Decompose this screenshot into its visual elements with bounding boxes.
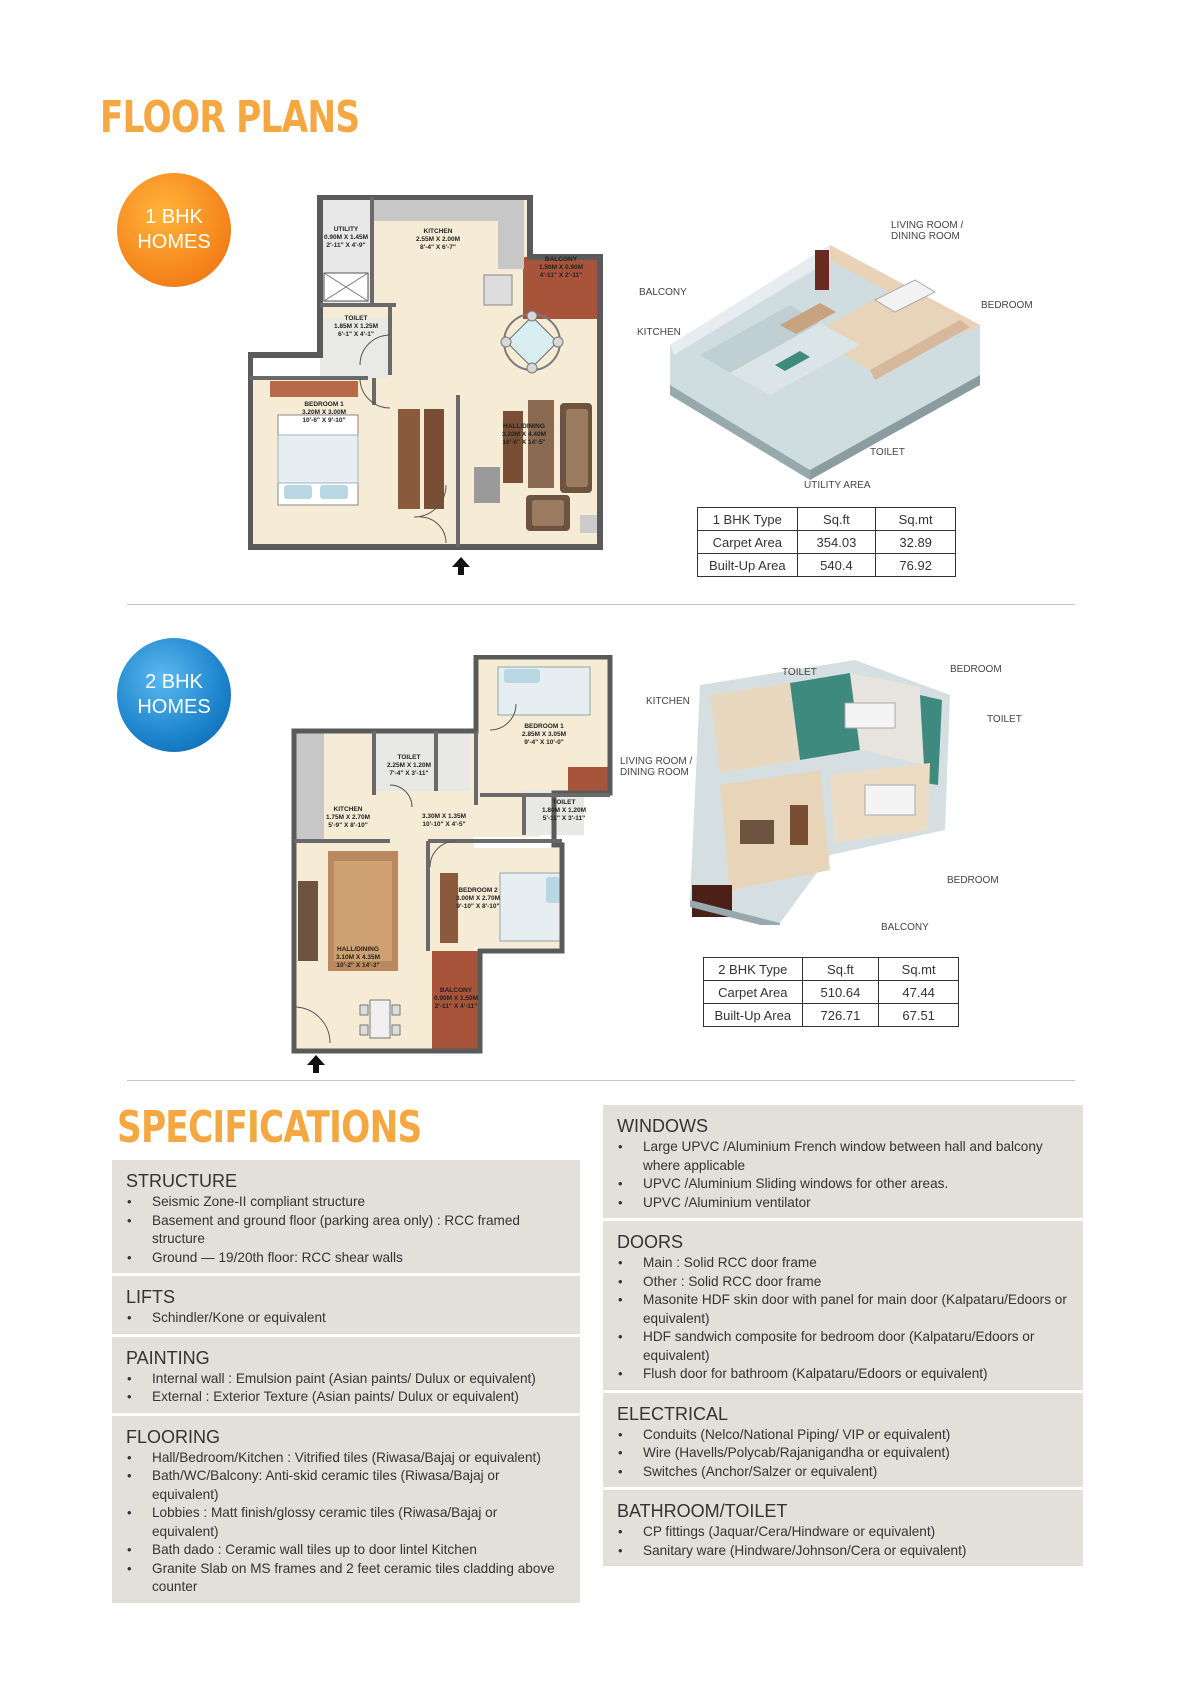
specs-left-column (112, 1160, 580, 1606)
list-item: • Basement and ground floor (parking area only) : RCC framed structure (126, 1212, 566, 1249)
spec-section-structure (112, 1160, 580, 1273)
section-divider (127, 1080, 1075, 1081)
entry-arrow-icon (307, 1055, 325, 1073)
bhk1-iso-utility-label: UTILITY AREA (804, 480, 871, 491)
spec-title: PAINTING (126, 1347, 210, 1368)
list-item: • Bath/WC/Balcony: Anti-skid ceramic tiles (Riwasa/Bajaj or equivalent) (126, 1467, 566, 1504)
bhk1-badge-line2: HOMES (137, 231, 211, 253)
bhk1-badge (117, 173, 231, 287)
bhk1-plan-hall-ft: 10'-6" X 14'-5" (502, 439, 546, 446)
list-item: • Switches (Anchor/Salzer or equivalent) (617, 1463, 1069, 1482)
table-row (704, 1004, 959, 1027)
bhk1-floor-plan (248, 195, 610, 577)
section-divider (127, 604, 1075, 605)
table-row (698, 531, 956, 554)
list-item: • Schindler/Kone or equivalent (126, 1309, 566, 1328)
bhk1-iso-dining-label: DINING ROOM (891, 231, 960, 242)
bhk1-iso-living-label: LIVING ROOM / (891, 220, 964, 231)
bhk2-plan-kitchen-label: KITCHEN (333, 806, 363, 813)
list-item: • HDF sandwich composite for bedroom door (Kalpataru/Edoors or equivalent) (617, 1328, 1069, 1365)
bhk2-plan-kitchen-m: 1.75M X 2.70M (325, 814, 371, 821)
list-item: • Main : Solid RCC door frame (617, 1254, 1069, 1273)
list-item: • Ground — 19/20th floor: RCC shear walls (126, 1249, 566, 1268)
bhk2-iso-balcony-label: BALCONY (881, 922, 929, 933)
table-cell: 47.44 (879, 981, 959, 1004)
bhk1-plan-utility-ft: 2'-11" X 4'-9" (326, 242, 366, 249)
table-cell: Built-Up Area (704, 1004, 803, 1027)
bhk2-iso-bedroom-top-label: BEDROOM (950, 664, 1002, 675)
bhk2-plan-toilet2-m: 1.80M X 1.20M (541, 807, 587, 814)
floor-plans-title: FLOOR PLANS (100, 92, 360, 143)
table-header-cell: Sq.mt (879, 958, 959, 981)
list-item: • Other : Solid RCC door frame (617, 1273, 1069, 1292)
list-item: • External : Exterior Texture (Asian paints/ Dulux or equivalent) (126, 1388, 566, 1407)
bhk2-iso-toilet-right-label: TOILET (987, 714, 1022, 725)
bhk1-plan-hall-label: HALL/DINING (503, 423, 545, 430)
table-row (704, 981, 959, 1004)
bhk2-plan-passage-ft: 10'-10" X 4'-5" (422, 821, 466, 828)
bhk2-plan-balcony-m: 0.90M X 1.50M (433, 995, 479, 1002)
list-item: • Flush door for bathroom (Kalpataru/Edoors or equivalent) (617, 1365, 1069, 1384)
bhk2-plan-toilet1-m: 2.25M X 1.20M (386, 762, 432, 769)
bhk2-plan-toilet1-label: TOILET (397, 754, 421, 761)
table-cell: 67.51 (879, 1004, 959, 1027)
table-row (704, 958, 959, 981)
bhk2-plan-balcony-ft: 2'-11" X 4'-11" (434, 1003, 478, 1010)
table-cell: Carpet Area (704, 981, 803, 1004)
bhk2-floor-plan (290, 655, 620, 1073)
table-cell: 76.92 (876, 554, 956, 577)
table-cell: 32.89 (876, 531, 956, 554)
table-header-cell: 2 BHK Type (704, 958, 803, 981)
bhk1-plan-bedroom-m: 3.20M X 3.00M (301, 409, 347, 416)
bhk2-isometric-view (680, 655, 970, 925)
bhk1-plan-kitchen-ft: 8'-4" X 6'-7" (420, 244, 456, 251)
bhk2-plan-toilet1-ft: 7'-4" X 3'-11" (389, 770, 429, 777)
bhk1-plan-balcony-label: BALCONY (544, 256, 578, 263)
specifications-title: SPECIFICATIONS (117, 1102, 422, 1153)
bhk2-badge-line1: 2 BHK (145, 671, 203, 693)
entry-arrow-icon (452, 557, 470, 575)
list-item: • UPVC /Aluminium ventilator (617, 1194, 1069, 1213)
list-item: • Seismic Zone-II compliant structure (126, 1193, 566, 1212)
bhk1-plan-kitchen-label: KITCHEN (423, 228, 453, 235)
bhk1-plan-balcony-m: 1.50M X 0.90M (538, 264, 584, 271)
bhk2-iso-living-label: LIVING ROOM / (620, 756, 693, 767)
bhk2-plan-toilet2-label: TOILET (552, 799, 576, 806)
bhk1-plan-toilet-ft: 6'-1" X 4'-1" (338, 331, 374, 338)
bhk2-plan-hall-m: 3.10M X 4.35M (335, 954, 381, 961)
bhk1-plan-balcony-ft: 4'-11" X 2'-11" (539, 272, 583, 279)
list-item: • Granite Slab on MS frames and 2 feet ceramic tiles cladding above counter (126, 1560, 566, 1597)
spec-title: ELECTRICAL (617, 1403, 729, 1424)
spec-section-doors (603, 1221, 1083, 1390)
table-cell: Carpet Area (698, 531, 798, 554)
list-item: • Internal wall : Emulsion paint (Asian paints/ Dulux or equivalent) (126, 1370, 566, 1389)
list-item: • CP fittings (Jaquar/Cera/Hindware or equivalent) (617, 1523, 1069, 1542)
spec-section-flooring (112, 1416, 580, 1603)
table-header-cell: Sq.mt (876, 508, 956, 531)
bhk1-plan-utility-label: UTILITY (333, 226, 359, 233)
list-item: • Bath dado : Ceramic wall tiles up to door lintel Kitchen (126, 1541, 566, 1560)
table-header-cell: Sq.ft (802, 958, 879, 981)
spec-title: WINDOWS (617, 1116, 708, 1136)
specs-right-column (603, 1105, 1083, 1569)
bhk2-plan-bedroom2-label: BEDROOM 2 (458, 887, 498, 894)
bhk1-plan-kitchen-m: 2.55M X 2.00M (415, 236, 461, 243)
bhk2-plan-hall-ft: 10'-2" X 14'-3" (336, 962, 380, 969)
bhk1-plan-toilet-m: 1.85M X 1.25M (333, 323, 379, 330)
list-item: • Hall/Bedroom/Kitchen : Vitrified tiles (Riwasa/Bajaj or equivalent) (126, 1449, 566, 1468)
bhk2-badge-line2: HOMES (137, 696, 211, 718)
bhk1-isometric-view (660, 215, 990, 480)
bhk2-plan-toilet2-ft: 5'-11" X 3'-11" (542, 815, 586, 822)
spec-title: STRUCTURE (126, 1171, 237, 1191)
bhk1-plan-bedroom-label: BEDROOM 1 (304, 401, 344, 408)
table-cell: 510.64 (802, 981, 879, 1004)
bhk1-iso-balcony-label: BALCONY (639, 287, 687, 298)
bhk2-badge (117, 638, 231, 752)
spec-title: BATHROOM/TOILET (617, 1501, 788, 1521)
bhk2-iso-kitchen-label: KITCHEN (646, 696, 690, 707)
spec-section-windows (603, 1105, 1083, 1218)
bhk2-plan-bedroom2-ft: 9'-10" X 8'-10" (456, 903, 500, 910)
bhk2-plan-balcony-label: BALCONY (439, 987, 473, 994)
spec-title: LIFTS (126, 1287, 176, 1307)
spec-section-bathroom (603, 1490, 1083, 1566)
spec-section-lifts (112, 1276, 580, 1334)
table-cell: 726.71 (802, 1004, 879, 1027)
bhk2-iso-toilet-top-label: TOILET (782, 667, 817, 678)
spec-section-electrical (603, 1393, 1083, 1488)
spec-title: DOORS (617, 1232, 684, 1252)
list-item: • Large UPVC /Aluminium French window between hall and balcony where applicable (617, 1138, 1069, 1175)
list-item: • Conduits (Nelco/National Piping/ VIP or equivalent) (617, 1426, 1069, 1445)
bhk2-plan-kitchen-ft: 5'-9" X 8'-10" (328, 822, 368, 829)
bhk2-plan-bedroom1-m: 2.85M X 3.05M (521, 731, 567, 738)
list-item: • Wire (Havells/Polycab/Rajanigandha or equivalent) (617, 1444, 1069, 1463)
bhk1-iso-bedroom-label: BEDROOM (981, 300, 1033, 311)
bhk1-plan-bedroom-ft: 10'-6" X 9'-10" (302, 417, 346, 424)
bhk1-area-table (697, 507, 956, 577)
table-cell: 354.03 (797, 531, 876, 554)
list-item: • UPVC /Aluminium Sliding windows for other areas. (617, 1175, 1069, 1194)
table-cell: 540.4 (797, 554, 876, 577)
table-row (698, 508, 956, 531)
bhk1-iso-kitchen-label: KITCHEN (637, 327, 681, 338)
list-item: • Lobbies : Matt finish/glossy ceramic tiles (Riwasa/Bajaj or equivalent) (126, 1504, 566, 1541)
spec-title: FLOORING (126, 1426, 221, 1447)
table-cell: Built-Up Area (698, 554, 798, 577)
bhk2-iso-bedroom-bottom-label: BEDROOM (947, 875, 999, 886)
bhk1-plan-hall-m: 3.20M X 4.40M (501, 431, 547, 438)
bhk1-iso-toilet-label: TOILET (870, 447, 905, 458)
list-item: • Masonite HDF skin door with panel for main door (Kalpataru/Edoors or equivalent) (617, 1291, 1069, 1328)
spec-section-painting (112, 1337, 580, 1413)
bhk2-plan-hall-label: HALL/DINING (337, 946, 379, 953)
bhk2-plan-bedroom2-m: 3.00M X 2.70M (455, 895, 501, 902)
bhk2-plan-bedroom1-ft: 9'-4" X 10'-0" (524, 739, 564, 746)
table-header-cell: Sq.ft (797, 508, 876, 531)
table-header-cell: 1 BHK Type (698, 508, 798, 531)
bhk2-area-table (703, 957, 959, 1027)
bhk2-plan-bedroom1-label: BEDROOM 1 (524, 723, 564, 730)
bhk2-iso-dining-label: DINING ROOM (620, 767, 689, 778)
bhk1-plan-utility-m: 0.90M X 1.45M (323, 234, 369, 241)
table-row (698, 554, 956, 577)
bhk1-badge-line1: 1 BHK (145, 206, 203, 228)
bhk2-plan-passage-m: 3.30M X 1.35M (421, 813, 467, 820)
bhk1-plan-toilet-label: TOILET (344, 315, 368, 322)
list-item: • Sanitary ware (Hindware/Johnson/Cera or equivalent) (617, 1542, 1069, 1561)
